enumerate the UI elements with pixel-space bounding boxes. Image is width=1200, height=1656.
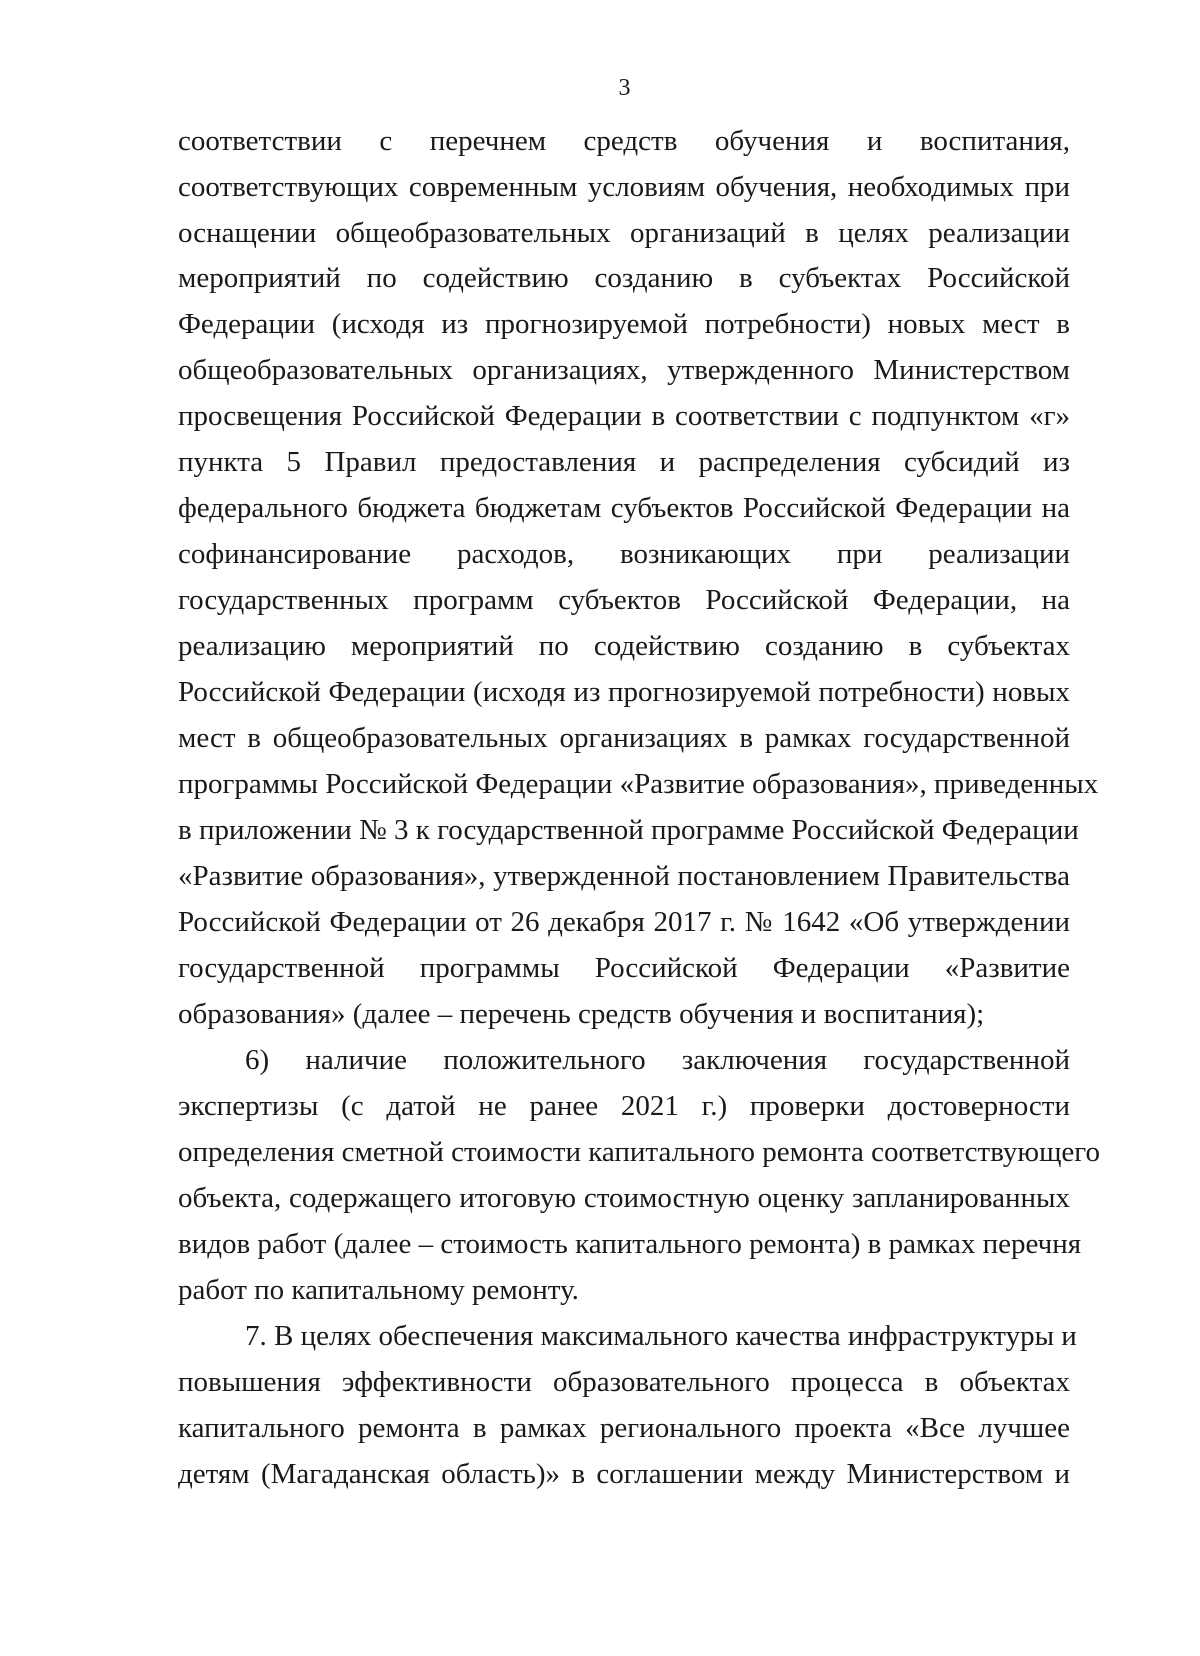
text-line: капитального ремонта в рамках регионального проекта «Все лучшее <box>178 1412 1070 1444</box>
text-line: государственных программ субъектов Российской Федерации, на <box>178 584 1070 616</box>
text-line: Федерации (исходя из прогнозируемой потребности) новых мест в <box>178 308 1070 340</box>
text-line: Российской Федерации от 26 декабря 2017 г. № 1642 «Об утверждении <box>178 906 1070 938</box>
text-line: софинансирование расходов, возникающих при реализации <box>178 538 1070 570</box>
text-line: в приложении № 3 к государственной программе Российской Федерации <box>178 814 1079 846</box>
text-line: работ по капитальному ремонту. <box>178 1274 579 1306</box>
text-line: детям (Магаданская область)» в соглашении между Министерством и <box>178 1458 1070 1490</box>
text-line: мероприятий по содействию созданию в субъектах Российской <box>178 262 1070 294</box>
text-line: соответствующих современным условиям обучения, необходимых при <box>178 171 1070 203</box>
text-line: реализацию мероприятий по содействию созданию в субъектах <box>178 630 1070 662</box>
text-line: пункта 5 Правил предоставления и распределения субсидий из <box>178 446 1070 478</box>
paragraph-first-line: 6) наличие положительного заключения государственной <box>245 1044 1070 1076</box>
text-line: оснащении общеобразовательных организаций в целях реализации <box>178 217 1070 249</box>
text-line: экспертизы (с датой не ранее 2021 г.) проверки достоверности <box>178 1090 1070 1122</box>
text-line: «Развитие образования», утвержденной постановлением Правительства <box>178 860 1070 892</box>
text-line: соответствии с перечнем средств обучения и воспитания, <box>178 125 1070 157</box>
text-line: определения сметной стоимости капитального ремонта соответствующего <box>178 1136 1100 1168</box>
text-line: федерального бюджета бюджетам субъектов Российской Федерации на <box>178 492 1070 524</box>
text-line: повышения эффективности образовательного процесса в объектах <box>178 1366 1070 1398</box>
paragraph-first-line: 7. В целях обеспечения максимального качества инфраструктуры и <box>245 1320 1077 1352</box>
text-line: общеобразовательных организациях, утвержденного Министерством <box>178 354 1070 386</box>
text-line: образования» (далее – перечень средств обучения и воспитания); <box>178 998 985 1030</box>
text-line: Российской Федерации (исходя из прогнозируемой потребности) новых <box>178 676 1070 708</box>
text-line: программы Российской Федерации «Развитие образования», приведенных <box>178 768 1099 800</box>
page-number: 3 <box>618 75 631 101</box>
text-line: видов работ (далее – стоимость капитального ремонта) в рамках перечня <box>178 1228 1082 1260</box>
text-line: просвещения Российской Федерации в соответствии с подпунктом «г» <box>178 400 1070 432</box>
text-line: мест в общеобразовательных организациях в рамках государственной <box>178 722 1070 754</box>
text-line: объекта, содержащего итоговую стоимостную оценку запланированных <box>178 1182 1070 1214</box>
text-line: государственной программы Российской Федерации «Развитие <box>178 952 1070 984</box>
